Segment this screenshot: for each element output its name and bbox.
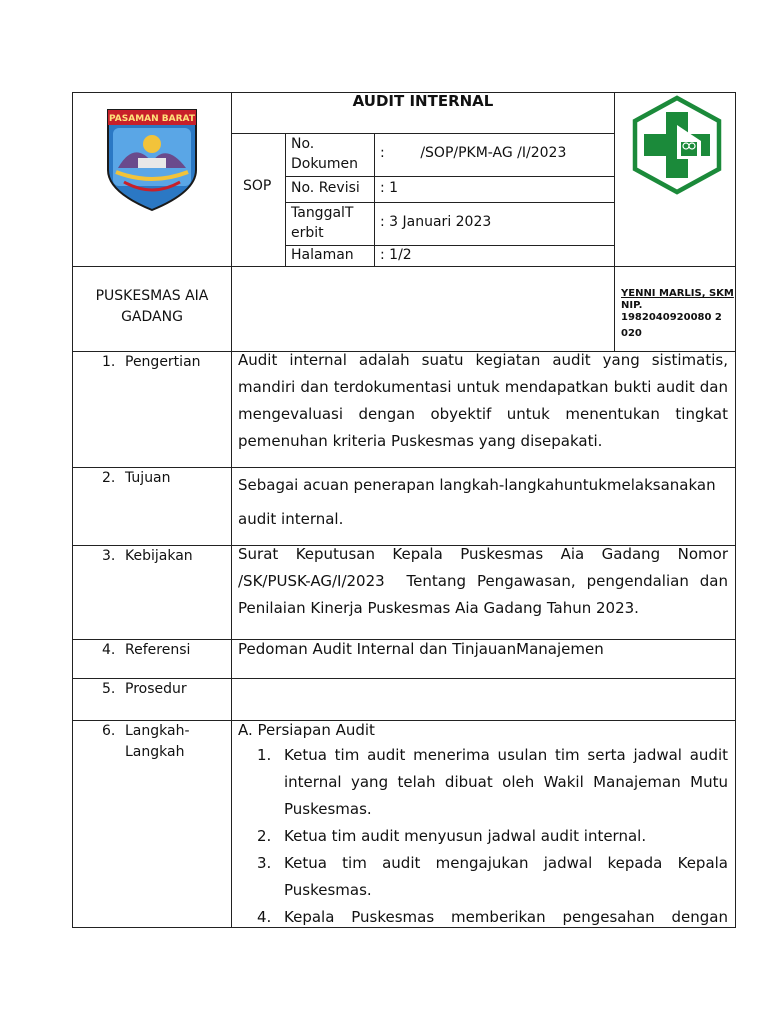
section-text-referensi: Pedoman Audit Internal dan TinjauanManajemen xyxy=(238,640,604,658)
section-label-langkah-line2: Langkah xyxy=(125,744,185,760)
pasaman-barat-logo xyxy=(104,106,200,212)
section-number-langkah: 6. xyxy=(102,723,116,739)
section-label-kebijakan: Kebijakan xyxy=(125,548,193,564)
step-text: Ketua tim audit mengajukan jadwal kepada Kepala Puskesmas. xyxy=(284,854,728,899)
section-number-referensi: 4. xyxy=(102,642,116,658)
langkah-subheading: A. Persiapan Audit xyxy=(238,721,375,739)
section-text-tujuan-line2: audit internal. xyxy=(238,510,344,528)
doc-number-label: No. Dokumen xyxy=(291,136,359,172)
section-number-pengertian: 1. xyxy=(102,354,116,370)
step-number: 1. xyxy=(257,746,272,764)
issue-date-label: TanggalT erbit xyxy=(291,205,354,241)
section-number-tujuan: 2. xyxy=(102,470,116,486)
document-title: AUDIT INTERNAL xyxy=(352,92,494,110)
puskesmas-logo xyxy=(631,95,723,195)
section-label-pengertian: Pengertian xyxy=(125,354,201,370)
list-item xyxy=(238,823,728,850)
signer-nip-label: NIP. xyxy=(621,300,643,311)
langkah-steps xyxy=(238,742,728,928)
section-text-pengertian: Audit internal adalah suatu kegiatan audit yang sistimatis, mandiri dan terdokumentasi untuk mendapatkan bukti audit dan mengevaluasi dengan obyektif untuk menentukan tingkat pemenuhan kriteria Puskesmas yang disepakati. xyxy=(238,351,728,450)
unit-name: PUSKESMAS AIA GADANG xyxy=(95,288,209,325)
list-item xyxy=(238,850,728,904)
section-label-tujuan: Tujuan xyxy=(125,470,171,486)
signer-name: YENNI MARLIS, SKM xyxy=(621,288,734,299)
section-label-referensi: Referensi xyxy=(125,642,191,658)
step-number: 3. xyxy=(257,854,272,872)
section-number-kebijakan: 3. xyxy=(102,548,116,564)
list-item xyxy=(238,904,728,928)
section-label-langkah-line1: Langkah- xyxy=(125,723,190,739)
sop-label: SOP xyxy=(243,178,272,194)
page-value: : 1/2 xyxy=(380,247,412,263)
section-label-prosedur: Prosedur xyxy=(125,681,187,697)
step-text: Kepala Puskesmas memberikan pengesahan dengan xyxy=(284,908,728,926)
step-text: Ketua tim audit menerima usulan tim serta jadwal audit internal yang telah dibuat oleh Wakil Manajeman Mutu Puskesmas. xyxy=(284,746,728,818)
section-text-tujuan-line1: Sebagai acuan penerapan langkah-langkahuntukmelaksanakan xyxy=(238,476,716,494)
revision-label: No. Revisi xyxy=(291,180,360,196)
step-text: Ketua tim audit menyusun jadwal audit internal. xyxy=(284,827,647,845)
revision-value: : 1 xyxy=(380,180,399,196)
issue-date-value: : 3 Januari 2023 xyxy=(380,214,492,230)
signer-nip: 1982040920080 2 020 xyxy=(621,312,722,339)
page-label: Halaman xyxy=(291,247,354,263)
logo-banner-text: PASAMAN BARAT xyxy=(109,114,195,124)
doc-number-value: : /SOP/PKM-AG /I/2023 xyxy=(380,145,567,161)
section-number-prosedur: 5. xyxy=(102,681,116,697)
list-item xyxy=(238,742,728,823)
step-number: 2. xyxy=(257,827,272,845)
section-text-kebijakan: Surat Keputusan Kepala Puskesmas Aia Gadang Nomor /SK/PUSK-AG/I/2023 Tentang Pengawasan, pengendalian dan Penilaian Kinerja Puskesmas Aia Gadang Tahun 2023. xyxy=(238,545,733,617)
step-number: 4. xyxy=(257,908,272,926)
